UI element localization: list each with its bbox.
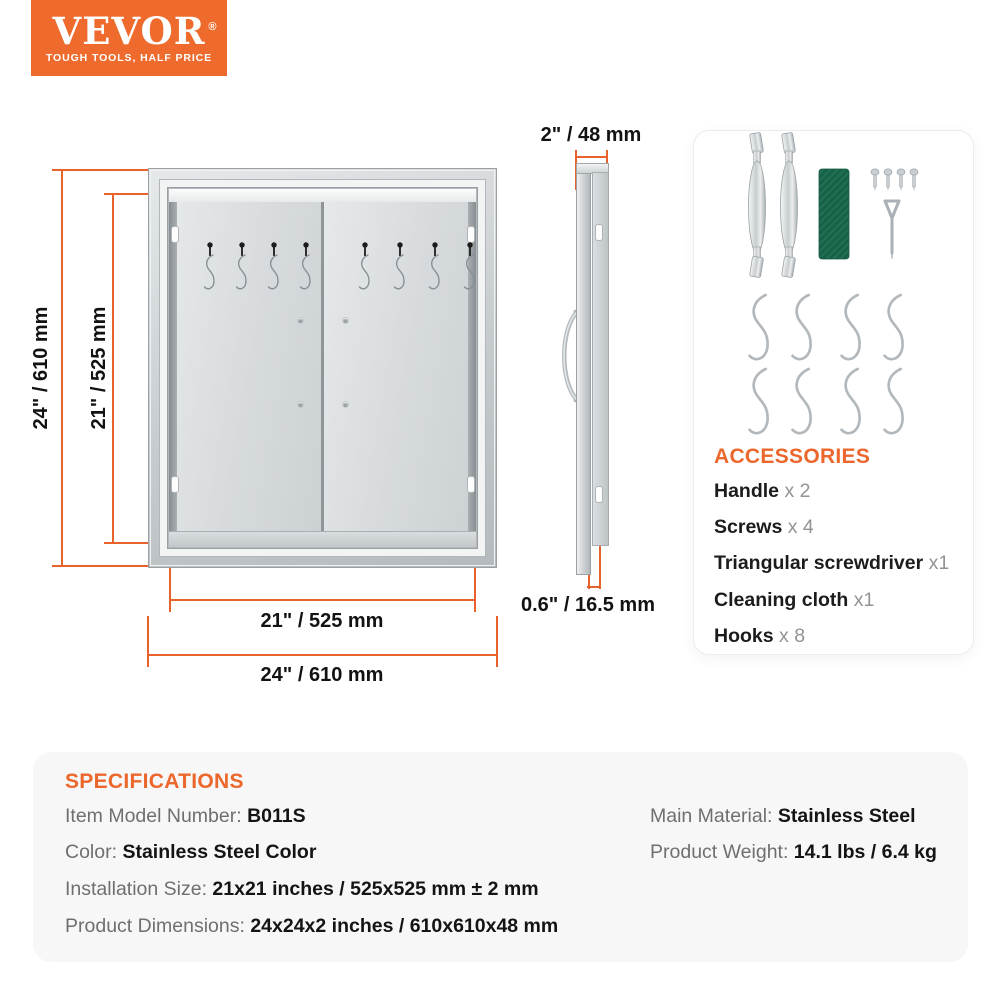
s-hook-icon — [793, 295, 811, 359]
dim-label-inner-width: 21" / 525 mm — [260, 610, 384, 632]
s-hook-icon — [269, 242, 279, 288]
triangular-screwdriver-icon — [885, 201, 899, 258]
s-hook-icon — [885, 369, 903, 433]
dim-label-outer-width: 24" / 610 mm — [260, 664, 384, 686]
accessory-qty: x 8 — [779, 625, 806, 647]
s-hook-icon — [237, 242, 247, 288]
spec-row-material: Main Material: Stainless Steel — [650, 805, 916, 827]
door-opening — [167, 187, 478, 549]
spec-row-product-dimensions: Product Dimensions: 24x24x2 inches / 610x610x48 mm — [65, 915, 559, 937]
s-hook-icon — [750, 295, 768, 359]
accessory-item: Handle x 2 — [714, 480, 811, 502]
registered-mark: ® — [208, 20, 218, 33]
cleaning-cloth-icon — [819, 169, 849, 259]
logo-wordmark — [52, 8, 218, 53]
screw-hole — [298, 318, 303, 323]
vevor-logo — [31, 0, 227, 76]
accessories-card — [693, 130, 974, 655]
mount-slot — [171, 226, 179, 243]
accessory-qty: x 4 — [787, 516, 814, 538]
side-view-plate — [576, 163, 591, 575]
accessories-heading: ACCESSORIES — [714, 445, 871, 468]
logo-tagline: TOUGH TOOLS, HALF PRICE — [45, 51, 213, 64]
specifications-heading: SPECIFICATIONS — [65, 770, 244, 793]
s-hook-icon — [842, 295, 860, 359]
mount-slot — [595, 224, 603, 241]
door-front-view — [148, 168, 497, 568]
accessory-qty: x1 — [928, 552, 950, 574]
dim-label-thickness: 0.6" / 16.5 mm — [520, 594, 655, 616]
accessory-item: Cleaning cloth x1 — [714, 589, 875, 611]
door-bottom-rail — [169, 531, 476, 547]
s-hook-icon — [360, 242, 370, 288]
dim-label-outer-height: 24" / 610 mm — [30, 306, 52, 430]
handle-icon — [781, 132, 798, 277]
specifications-panel — [33, 752, 968, 962]
s-hook-icons — [750, 295, 903, 433]
accessory-qty: x 2 — [784, 480, 811, 502]
spec-row-color: Color: Stainless Steel Color — [65, 841, 317, 863]
screw-hole — [343, 402, 348, 407]
accessory-item: Hooks x 8 — [714, 625, 806, 647]
screw-hole — [298, 402, 303, 407]
door-top-rail — [169, 189, 476, 203]
accessories-art — [694, 131, 973, 654]
screw-hole — [343, 318, 348, 323]
mount-slot — [467, 476, 475, 493]
accessory-item: Screws x 4 — [714, 516, 814, 538]
accessory-item: Triangular screwdriver x1 — [714, 552, 950, 574]
mount-slot — [595, 486, 603, 503]
dim-label-inner-height: 21" / 525 mm — [88, 306, 110, 430]
dim-label-depth: 2" / 48 mm — [540, 124, 642, 146]
s-hook-icon — [465, 242, 475, 288]
hanging-hooks — [188, 226, 497, 298]
s-hook-icon — [842, 369, 860, 433]
screw-icon — [871, 169, 918, 191]
s-hook-icon — [750, 369, 768, 433]
s-hook-icon — [395, 242, 405, 288]
accessory-qty: x1 — [853, 589, 875, 611]
handle-icon — [749, 132, 766, 277]
mount-slot — [171, 476, 179, 493]
s-hook-icon — [885, 295, 903, 359]
s-hook-icon — [301, 242, 311, 288]
logo-text: VEVOR — [52, 8, 206, 53]
spec-row-weight: Product Weight: 14.1 lbs / 6.4 kg — [650, 841, 937, 863]
spec-row-model: Item Model Number: B011S — [65, 805, 306, 827]
s-hook-icon — [430, 242, 440, 288]
s-hook-icon — [793, 369, 811, 433]
s-hook-icon — [205, 242, 215, 288]
spec-row-installation-size: Installation Size: 21x21 inches / 525x525 mm ± 2 mm — [65, 878, 539, 900]
